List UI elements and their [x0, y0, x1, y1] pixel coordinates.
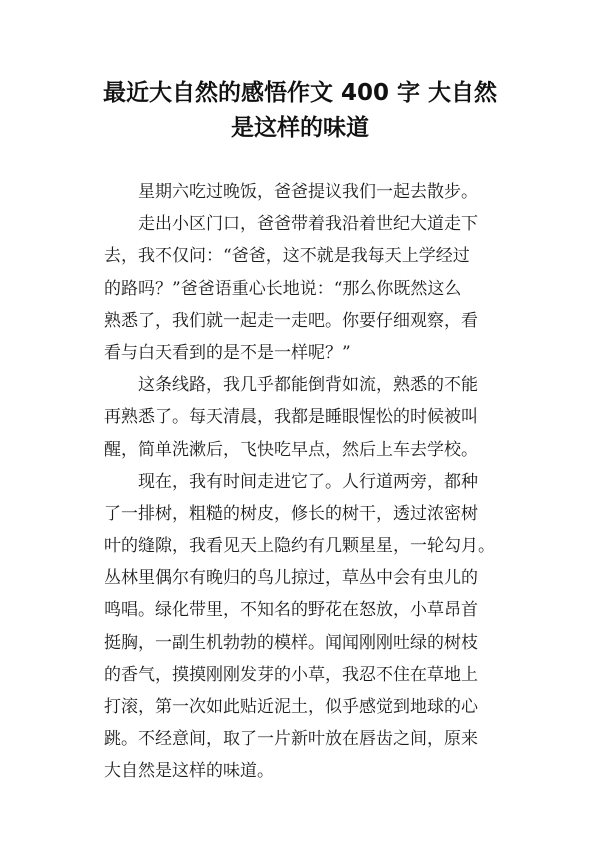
paragraph-1-line-1: 星期六吃过晚饭，爸爸提议我们一起去散步。: [138, 182, 478, 202]
paragraph-4-line-8: 打滚，第一次如此贴近泥土，似乎感觉到地球的心: [104, 697, 478, 717]
paragraph-3-line-1: 这条线路，我几乎都能倒背如流，熟悉的不能: [138, 375, 478, 396]
paragraph-2-line-5: 看与白天看到的是不是一样呢？”: [104, 342, 351, 363]
paragraph-3-line-3: 醒，简单洗漱后，飞快吃早点，然后上车去学校。: [104, 439, 478, 460]
paragraph-4-line-7: 的香气，摸摸刚刚发芽的小草，我忍不住在草地上: [104, 664, 478, 685]
paragraph-4-line-9: 跳。不经意间，取了一片新叶放在唇齿之间，原来: [104, 729, 478, 750]
document-title-line-1: 最近大自然的感悟作文 400 字 大自然: [102, 80, 498, 106]
paragraph-2-line-4: 熟悉了，我们就一起走一走吧。你要仔细观察，看: [104, 310, 478, 331]
paragraph-3-line-2: 再熟悉了。每天清晨，我都是睡眼惺忪的时候被叫: [104, 407, 478, 428]
paragraph-4-line-5: 鸣唱。绿化带里，不知名的野花在怒放，小草昂首: [104, 600, 478, 621]
document-title-line-2: 是这样的味道: [231, 115, 369, 141]
paragraph-4-line-3: 叶的缝隙，我看见天上隐约有几颗星星，一轮勾月。: [104, 536, 495, 557]
paragraph-4-line-4: 丛林里偶尔有晚归的鸟儿掠过，草丛中会有虫儿的: [104, 568, 478, 589]
paragraph-4-line-1: 现在，我有时间走进它了。人行道两旁，都种: [138, 471, 478, 492]
paragraph-4-line-2: 了一排树，粗糙的树皮，修长的树干，透过浓密树: [104, 503, 478, 524]
paragraph-2-line-3: 的路吗？”爸爸语重心长地说：“那么你既然这么: [104, 278, 462, 299]
paragraph-4-line-6: 挺胸，一副生机勃勃的模样。闻闻刚刚吐绿的树枝: [104, 632, 478, 653]
paragraph-2-line-1: 走出小区门口，爸爸带着我沿着世纪大道走下: [138, 214, 478, 235]
paragraph-2-line-2: 去，我不仅问：“爸爸，这不就是我每天上学经过: [104, 246, 470, 267]
paragraph-4-line-10: 大自然是这样的味道。: [104, 761, 274, 782]
essay-body: [104, 176, 524, 788]
